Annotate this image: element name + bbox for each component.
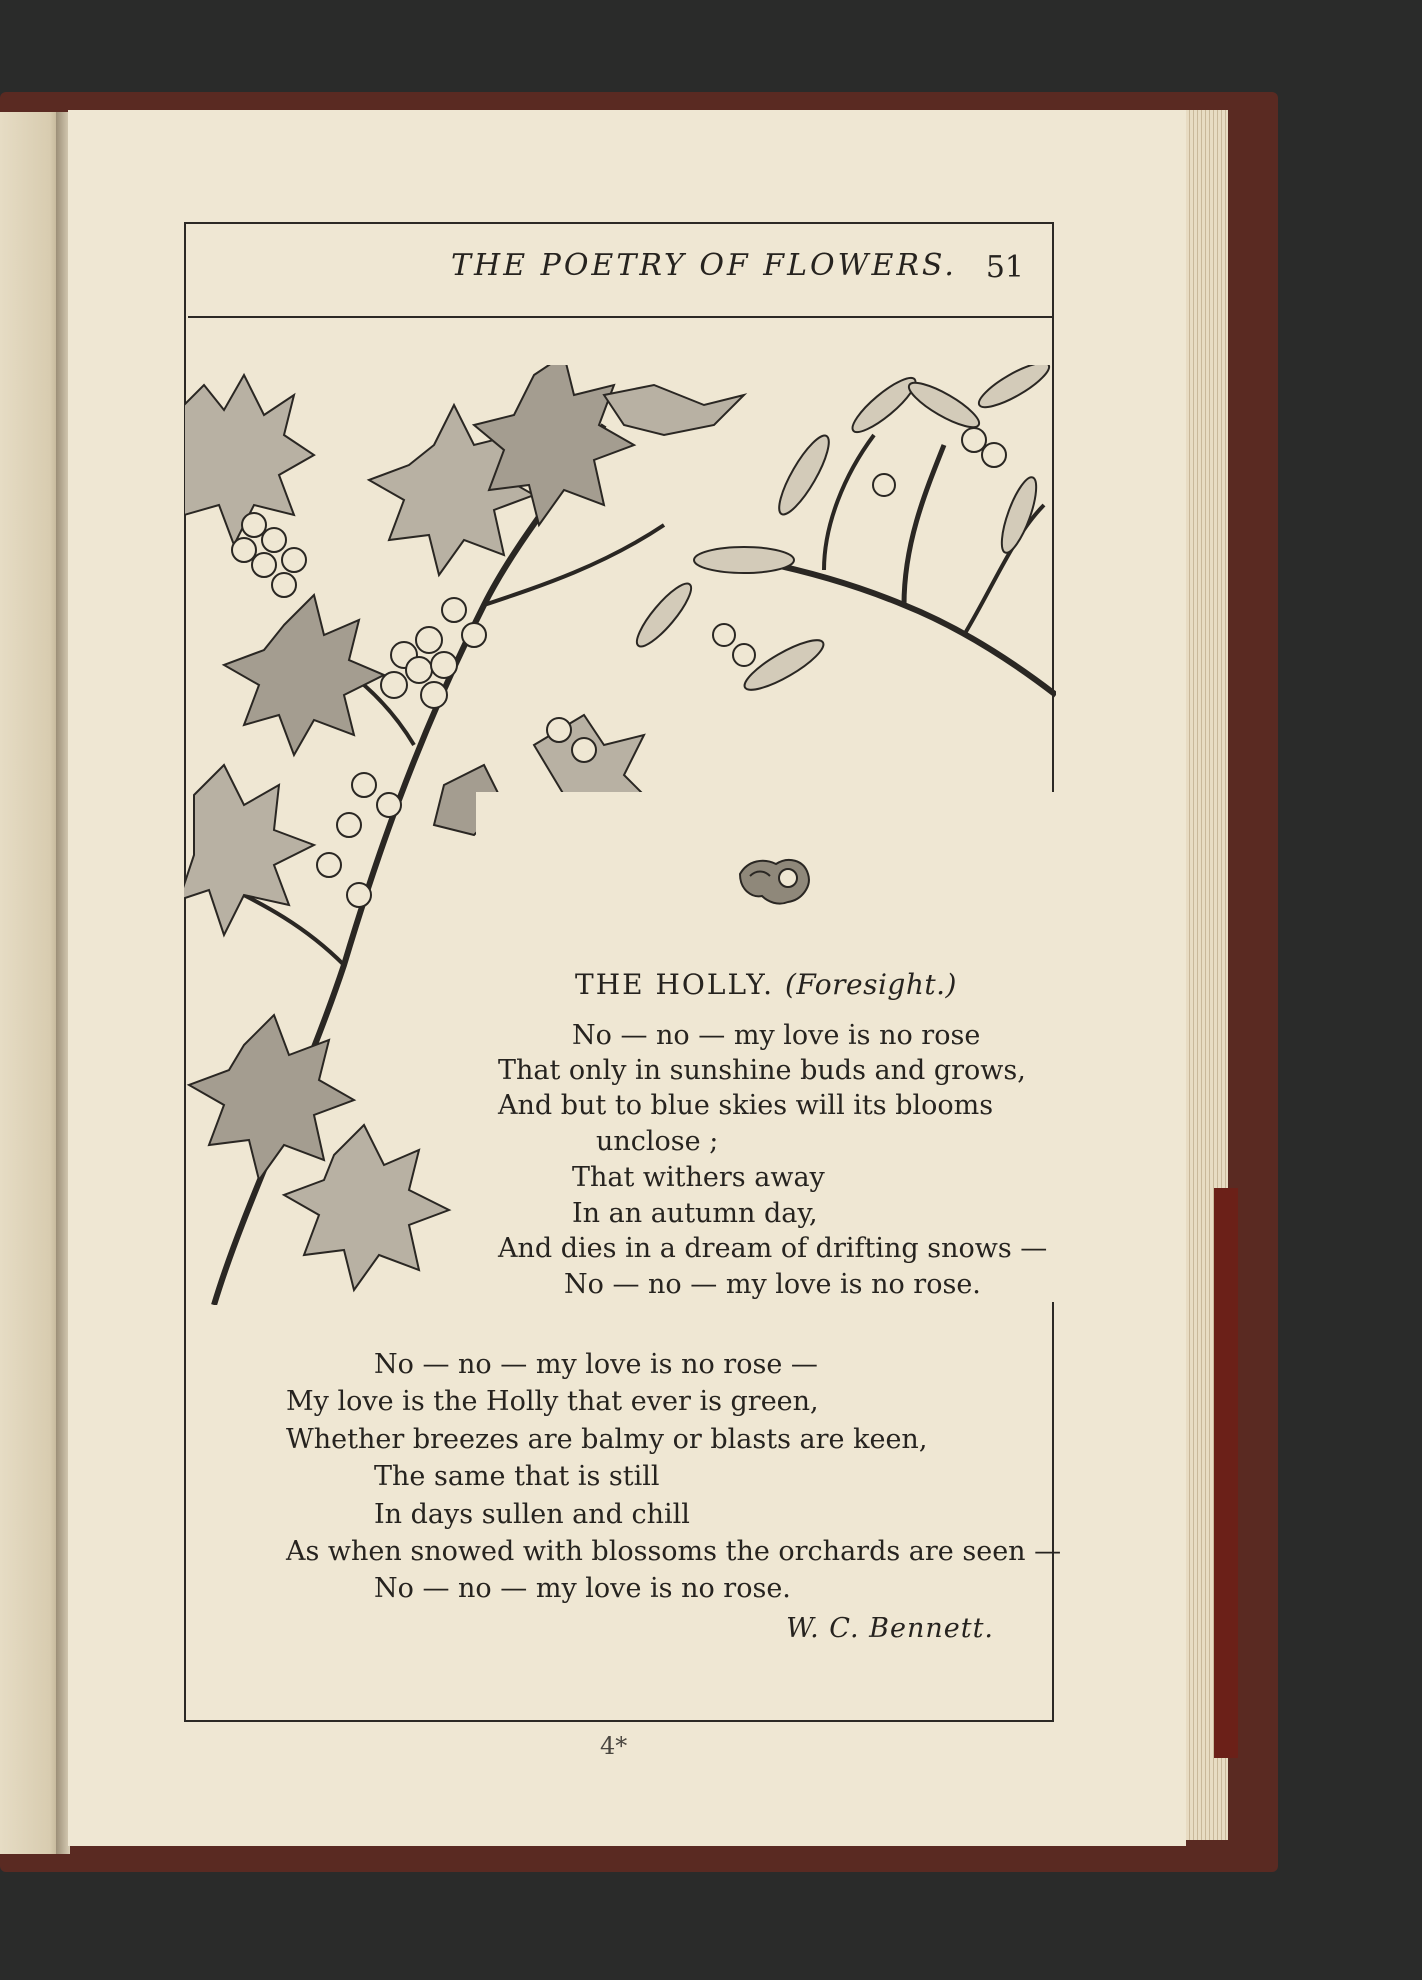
poem-line: And but to blue skies will its blooms [498, 1090, 994, 1121]
running-head-title: THE POETRY OF FLOWERS. [451, 248, 957, 283]
header-rule [188, 316, 1052, 318]
poem-line: That only in sunshine buds and grows, [498, 1055, 1026, 1086]
page-number: 51 [985, 250, 1024, 285]
poem-line: As when snowed with blossoms the orchards are seen — [286, 1536, 1062, 1567]
poem-line: The same that is still [374, 1461, 660, 1492]
poem-author: W. C. Bennett. [786, 1613, 994, 1644]
ornament-icon [734, 852, 814, 908]
poem-title-text: THE HOLLY. [575, 968, 775, 1001]
bookmark-ribbon [1214, 1188, 1238, 1758]
left-page-edge [0, 112, 62, 1854]
poem-line: unclose ; [596, 1126, 719, 1157]
poem-line: Whether breezes are balmy or blasts are keen, [286, 1424, 928, 1455]
poem-line: No — no — my love is no rose — [374, 1349, 818, 1380]
poem-line: And dies in a dream of drifting snows — [498, 1233, 1048, 1264]
running-head [188, 248, 1048, 308]
poem-line: That withers away [572, 1162, 825, 1193]
poem-line: No — no — my love is no rose. [374, 1573, 791, 1604]
poem-line: No — no — my love is no rose [572, 1020, 981, 1051]
poem-line: In an autumn day, [572, 1198, 818, 1229]
poem-line: In days sullen and chill [374, 1499, 690, 1530]
poem-line: My love is the Holly that ever is green, [286, 1386, 819, 1417]
poem-title [476, 968, 1056, 1001]
signature-mark: 4* [600, 1732, 628, 1760]
poem-line: No — no — my love is no rose. [564, 1269, 981, 1300]
poem-subtitle: (Foresight.) [784, 968, 957, 1001]
